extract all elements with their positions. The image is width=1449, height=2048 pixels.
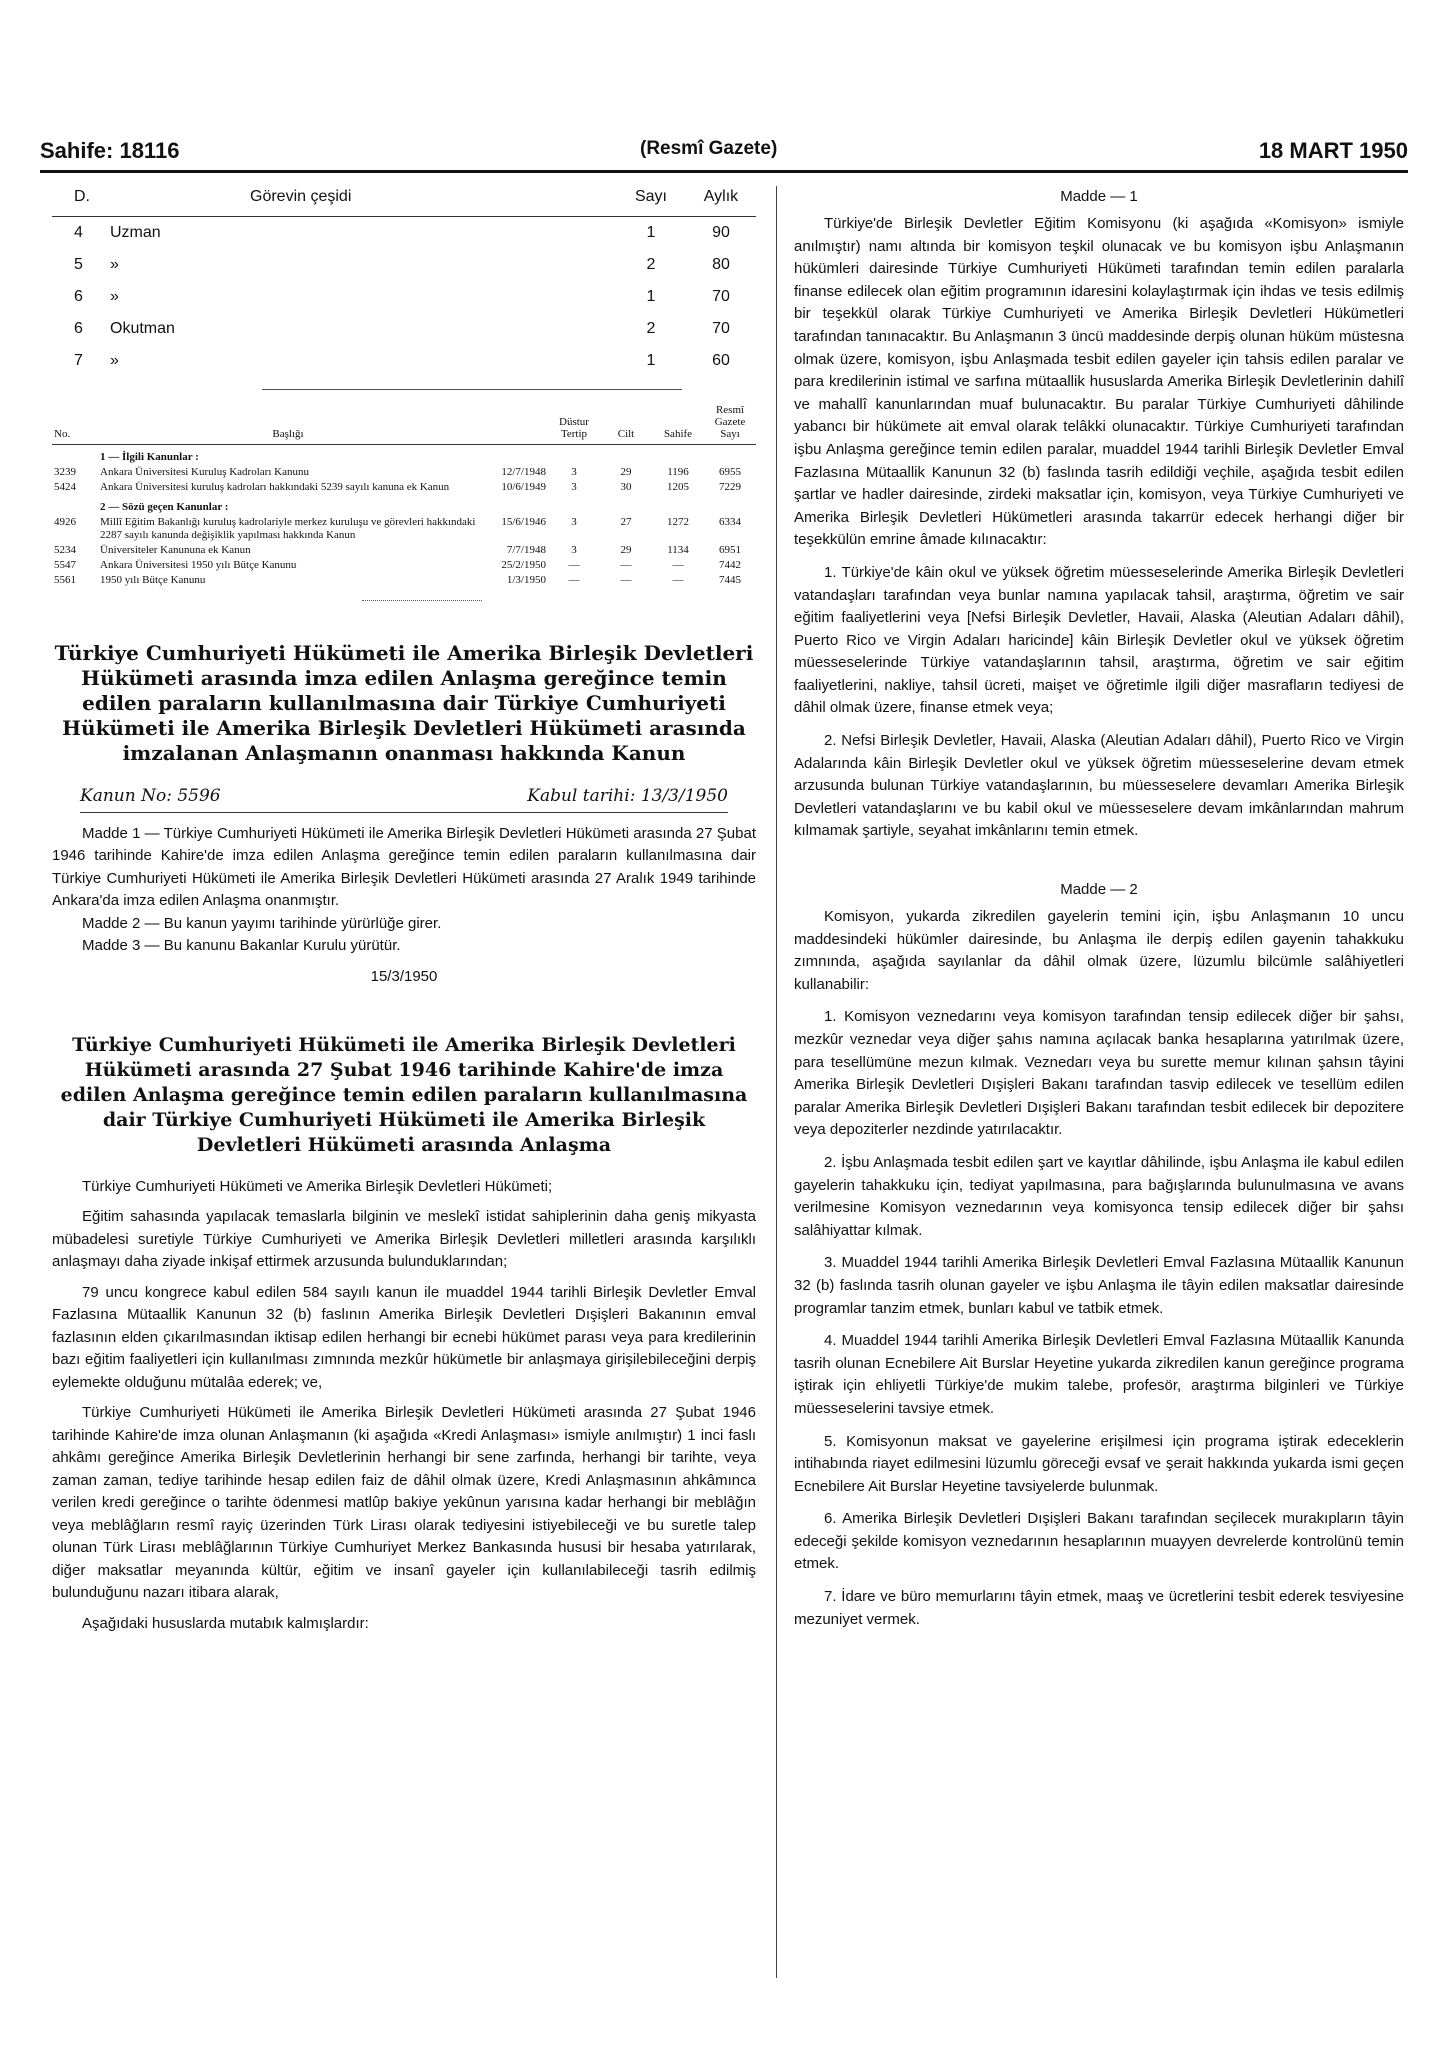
column-divider [776, 186, 777, 1978]
agreement-preamble-3: 79 uncu kongrece kabul edilen 584 sayılı kanun ile muaddel 1944 tarihli Birleşik Devletler Emval Fazlasına Mütaallik Kanunun 32 (b) faslının Amerika Birleşik Devletleri Dışişleri Bakanının emval fazlasının elden çıkarılmasından iktisap edilen herhangi bir ecnebi hükümet parası veya para kredilerinin bazı eğitim faaliyetleri için kullanılması zımnında mezkûr hükümetle bir anlaşmaya girişilebileceğini derpiş eylemekte olduğunu mütalâa ederek; ve, [52, 1283, 756, 1391]
law-cell: 15/6/1946 [501, 515, 546, 528]
article-2-item: 4. Muaddel 1944 tarihli Amerika Birleşik Devletleri Emval Fazlasına Mütaallik Kanunda tasrih olunan Ecnebilere Ait Burslar Heyetine yukarda zikredilen kanun gereğince programa iştirak için ehliyetli Türkiye'de mukim talebe, profesör, araştırma bilginleri ve Türkiye müesseselerini tavsiye etmek. [794, 1332, 1404, 1417]
staff-cell: Uzman [110, 223, 161, 241]
staff-cell: » [110, 287, 119, 305]
law-row [52, 465, 756, 480]
law-cell: 6951 [719, 543, 741, 556]
right-column [794, 178, 1404, 1631]
staff-row [52, 281, 756, 313]
staff-cell: 2 [646, 255, 656, 273]
law-cell: 3 [571, 515, 577, 528]
law-row [52, 558, 756, 573]
article-2-item: 1. Komisyon veznedarını veya komisyon tarafından tensip edilecek diğer bir şahsı, mezkûr veznedar veya diğer şahıs namına açılacak banka hesaplarına yatırılmak üzere, para tesellümüne mezun kılmak. Veznedarı veya bu surette memur kılınan şahsın tâyini Amerika Birleşik Devletleri Dışişleri Bakanı tarafından tasvip edilecek ve tesellüm edilen paralar Amerika Birleşik Devletleri Dışişleri Bakanı tarafından tesbit edilecek bir depozitere veya depoziterler nezdinde yatırılacaktır. [794, 1008, 1404, 1139]
staff-cell: 90 [712, 223, 730, 241]
staff-cell: 1 [646, 223, 656, 241]
law-cell: 10/6/1949 [501, 480, 546, 493]
page-number: Sahife: 18116 [40, 138, 180, 163]
law-number: Kanun No: 5596 [80, 785, 221, 806]
laws-header-cilt: Cilt [600, 402, 652, 445]
laws-header-date [478, 402, 548, 445]
law-cell: 5424 [54, 480, 76, 493]
laws-table [52, 402, 756, 588]
agreement-preamble-1: Türkiye Cumhuriyeti Hükümeti ve Amerika Birleşik Devletleri Hükümeti; [82, 1177, 553, 1195]
article-2-item: 6. Amerika Birleşik Devletleri Dışişleri Bakanı tarafından seçilecek murakıpların tâyin edeceği şekilde komisyon veznedarının hesaplarının muayyen devrelerde kontrolünü temin etmek. [794, 1510, 1404, 1573]
laws-header-sahife: Sahife [652, 402, 704, 445]
law-cell: 7442 [719, 558, 741, 571]
law-row [52, 543, 756, 558]
agreement-preamble-4: Türkiye Cumhuriyeti Hükümeti ile Amerika Birleşik Devletleri Hükümeti arasında 27 Şubat 1946 tarihinde Kahire'de imza olunan Anlaşmanın (ki aşağıda «Kredi Anlaşması» ismiyle anılmıştır) 1 inci faslı ahkâmı gereğince Amerika Birleşik Devletlerinin herhangi bir sene zarfında, herhangi bir tarihte, veya zaman zaman, tediye tarihinde hesap edilen faiz de dâhil olmak üzere, Kredi Anlaşmasının ahkâmınca verilen kredi gereğince o tarihte ödenmesi matlûp bakiye yekûnun yarısına kadar herhangi bir meblâğın veya meblâğların resmî rayiç üzerinden Türk Lirası olarak tediyesini istiyebileceği ve bu suretle talep olunan Türk Lirası meblâğlarının Türkiye Cumhuriyet Merkez Bankasında hususi bir hesaba yatırılarak, diğer maksatlar meyanında kültür, eğitim ve insanî gayeler için kullanılabileceği tasrih edilmiş bulunduğunu nazarı itibara alarak, [52, 1404, 756, 1601]
article-1-item: 2. Nefsi Birleşik Devletler, Havaii, Alaska (Aleutian Adaları dâhil), Puerto Rico ve Virgin Adalarında kâin Birleşik Devletler okul ve yüksek öğretim müesseselerine devam etmek arzusunda bulunan Türkiye vatandaşlarının, bu müesseselere devamları Amerika Birleşik Devletleri vatandaşlarını ve bu kabil okul ve müesseselere devam imkânlarından mahrum kılmamak şartiyle, seyahat imkânlarını temin etmek. [794, 732, 1404, 840]
laws-section-mentioned: 2 — Sözü geçen Kanunlar : [100, 500, 229, 513]
law-cell: 5561 [54, 573, 76, 586]
law-cell: 29 [620, 465, 632, 478]
staff-cell: 2 [646, 319, 656, 337]
law-cell: 7445 [719, 573, 741, 586]
article-2-item: 2. İşbu Anlaşmada tesbit edilen şart ve kayıtlar dâhilinde, işbu Anlaşma ile kabul edilen gayelerin tahakkuku için, tediyat yapılmasına, para bağışlarında bulunulmasına ve avans verilmesine Komisyon veznedarının veya komisyonca tensip edilecek diğer bir şahsı salâhiyattar kılmak. [794, 1153, 1404, 1239]
article-1-item: 1. Türkiye'de kâin okul ve yüksek öğretim müesseselerinde Amerika Birleşik Devletleri vatandaşları tarafından veya bunlar namına yapılacak tahsil, araştırma, öğretim ve sair eğitim faaliyetlerini veya [Nefsi Birleşik Devletler, Havaii, Alaska (Aleutian Adaları dâhil), Puerto Rico ve Virgin Adaları haricinde] kâin Birleşik Devletler okul ve yüksek öğretim müesseselerinde Türkiye vatandaşlarının tahsil, araştırma, öğretim ve sair eğitim faaliyetlerini, nakliye, tahsil ücreti, maişet ve öğretimle ilgili diğer masrafların tediyesi de dâhil olmak üzere, finanse etmek veya; [794, 563, 1404, 717]
staff-table [52, 178, 756, 377]
law-cell: — [568, 573, 580, 586]
law-cell: 1134 [667, 543, 689, 556]
page-header [40, 138, 1408, 172]
staff-row [52, 249, 756, 281]
staff-cell: 1 [646, 287, 656, 305]
law-row [52, 480, 756, 495]
law-cell: 5234 [54, 543, 76, 556]
law1-title: Türkiye Cumhuriyeti Hükümeti ile Amerika Birleşik Devletleri Hükümeti arasında imza edilen Anlaşma gereğince temin edilen paraların kullanılmasına dair Türkiye Cumhuriyeti Hükümeti ile Amerika Birleşik Devletleri Hükümeti arasında imzalanan Anlaşmanın onanması hakkında Kanun [54, 640, 754, 765]
staff-cell: Okutman [110, 319, 175, 337]
staff-cell: 4 [74, 223, 83, 241]
staff-row [52, 345, 756, 377]
law-cell: 3 [571, 543, 577, 556]
law-cell: Ankara Üniversitesi Kuruluş Kadroları Kanunu [100, 465, 309, 478]
article-2-items [794, 1006, 1404, 1631]
staff-row [52, 313, 756, 345]
law-cell: Ankara Üniversitesi 1950 yılı Bütçe Kanunu [100, 558, 297, 571]
law-row [52, 573, 756, 588]
acceptance-date: Kabul tarihi: 13/3/1950 [527, 785, 728, 806]
law-cell: 29 [620, 543, 632, 556]
header-rule [40, 170, 1408, 173]
law2-title: Türkiye Cumhuriyeti Hükümeti ile Amerika Birleşik Devletleri Hükümeti arasında 27 Şubat 1946 tarihinde Kahire'de imza edilen Anlaşma gereğince temin edilen paraların kullanılmasına dair Türkiye Cumhuriyeti Hükümeti ile Amerika Birleşik Devletleri Hükümeti arasında Anlaşma [60, 1033, 748, 1156]
staff-cell: 80 [712, 255, 730, 273]
law-cell: 1196 [667, 465, 689, 478]
law1-date: 15/3/1950 [370, 967, 438, 985]
law1-article-2: Madde 2 — Bu kanun yayımı tarihinde yürürlüğe girer. [82, 914, 442, 932]
law-cell: 3239 [54, 465, 76, 478]
laws-header-gazete: Resmî Gazete Sayı [704, 402, 756, 445]
staff-cell: » [110, 255, 119, 273]
issue-date: 18 MART 1950 [1258, 138, 1408, 163]
staff-row [52, 217, 756, 249]
law-cell: — [568, 558, 580, 571]
staff-header-degree: D. [52, 178, 110, 217]
staff-cell: 5 [74, 255, 83, 273]
publication-name: (Resmî Gazete) [640, 138, 778, 159]
staff-cell: 6 [74, 319, 83, 337]
dotted-separator [362, 600, 482, 601]
laws-header-tertip: Düstur Tertip [548, 402, 600, 445]
law-cell: 3 [571, 480, 577, 493]
law-cell: 25/2/1950 [501, 558, 546, 571]
staff-header-salary: Aylık [686, 178, 756, 217]
law-cell: 3 [571, 465, 577, 478]
law1-meta [80, 786, 728, 813]
table-separator [262, 389, 682, 390]
law-cell: — [620, 558, 632, 571]
staff-cell: » [110, 351, 119, 369]
law-cell: 5547 [54, 558, 76, 571]
law-cell: 7/7/1948 [506, 543, 546, 556]
article-2-intro: Komisyon, yukarda zikredilen gayelerin temini için, işbu Anlaşmanın 10 uncu maddesindeki hükümler dairesinde, bu Anlaşma ile derpiş edilen gayenin tahakkuku zımnında, aşağıda sayılanlar da dâhil olmak üzere, lüzumlu bilcümle salâhiyetleri kullanabilir: [794, 908, 1404, 993]
article-2-item: 7. İdare ve büro memurlarını tâyin etmek, maaş ve ücretlerini tesbit ederek tesviyesine mezuniyet vermek. [794, 1588, 1404, 1628]
staff-cell: 70 [712, 287, 730, 305]
article-1-items [794, 562, 1404, 843]
law-cell: 30 [620, 480, 632, 493]
staff-cell: 7 [74, 351, 83, 369]
law-cell: 1/3/1950 [506, 573, 546, 586]
staff-cell: 6 [74, 287, 83, 305]
staff-cell: 70 [712, 319, 730, 337]
law-cell: 27 [620, 515, 632, 528]
law1-article-3: Madde 3 — Bu kanunu Bakanlar Kurulu yürütür. [82, 937, 401, 954]
staff-cell: 1 [646, 351, 656, 369]
law-cell: 12/7/1948 [501, 465, 546, 478]
laws-header-no: No. [52, 402, 98, 445]
article-1-intro: Türkiye'de Birleşik Devletler Eğitim Komisyonu (ki aşağıda «Komisyon» ismiyle anılmıştır) namı altında bir komisyon teşkil olunacak ve bu komisyon işbu Anlaşmanın hükümleri dairesinde Türkiye Cumhuriyeti Hükümeti tarafından temin edilen paralarla finanse edilecek olan eğitim programının idaresini kolaylaştırmak için ihdas ve tesis edilmiş bir teşekkül olarak Türkiye Cumhuriyeti ve Amerika Birleşik Devletleri Hükümetleri tarafından tanınacaktır. Bu Anlaşmanın 3 üncü maddesinde derpiş olunan hüküm müstesna olmak üzere, komisyon, işbu Anlaşmada tesbit edilen gayeler için tahsis edilen paralar ve para kredilerinin istimal ve sarfına mütaallik hususlarda Amerika Birleşik Devletlerinin dahilî ve mahallî kanunlarından muaf bulunacaktır. Bu paralar Türkiye Cumhuriyeti dâhilinde yabancı bir hükümete ait emval olarak telâkki olunacaktır. Türkiye Cumhuriyeti tarafından işbu Anlaşma gereğince temin edilen paralar, muaddel 1944 tarihli Birleşik Devletler Emval Fazlasına Mütaallik Kanunun 32 (b) faslında tasrih edildiği veçhile, aşağıda tesbit edilen şartlar ve hadler dairesinde, zirdeki maksatlar için, komisyon, veya Türkiye Cumhuriyeti ve Amerika Birleşik Devletleri Hükümetleri arasında takarrür edecek herhangi diğer bir teşekkülün emrine âmade kılınacaktır: [794, 215, 1404, 549]
article-2-heading: Madde — 2 [1060, 881, 1138, 899]
law1-article-1: Madde 1 — Türkiye Cumhuriyeti Hükümeti ile Amerika Birleşik Devletleri Hükümeti arasında 27 Şubat 1946 tarihinde Kahire'de imza edilen Anlaşma gereğince temin edilen paraların kullanılmasına dair Türkiye Cumhuriyeti Hükümeti ile Amerika Birleşik Devletleri Hükümeti arasında 27 Aralık 1949 tarihinde Ankara'da imza edilen Anlaşma onanmıştır. [52, 824, 756, 909]
article-2-item: 3. Muaddel 1944 tarihli Amerika Birleşik Devletleri Emval Fazlasına Mütaallik Kanunun 32 (b) faslında tasrih olunan gayeler ve işbu Anlaşma ile tâyin edilen maksatlar dairesinde programlar tanzim etmek, bunları kabul ve tatbik etmek. [794, 1254, 1404, 1317]
agreement-preamble-5: Aşağıdaki hususlarda mutabık kalmışlardır: [82, 1614, 369, 1632]
law-cell: 6334 [719, 515, 741, 528]
law-cell: 6955 [719, 465, 741, 478]
law-cell: Ankara Üniversitesi kuruluş kadroları hakkındaki 5239 sayılı kanuna ek Kanun [100, 480, 450, 493]
article-1-heading: Madde — 1 [1060, 188, 1138, 205]
law-cell: 7229 [719, 480, 741, 493]
law-cell: 4926 [54, 515, 76, 528]
laws-header-title: Başlığı [98, 402, 478, 445]
agreement-preamble-2: Eğitim sahasında yapılacak temaslarla bilginin ve meslekî istidat sahiplerinin daha geniş mikyasta mübadelesi suretiyle Türkiye Cumhuriyeti ve Amerika Birleşik Devletleri milletleri arasında karşılıklı anlaşmayı daha ziyade inkişaf ettirmek arzusunda bulunduklarından; [52, 1208, 756, 1270]
left-column [52, 178, 756, 1635]
law-cell: Üniversiteler Kanununa ek Kanun [100, 543, 251, 556]
law-cell: — [672, 558, 684, 571]
staff-header-type: Görevin çeşidi [110, 178, 616, 217]
law-cell: — [672, 573, 684, 586]
staff-cell: 60 [712, 351, 730, 369]
law-cell: 1272 [667, 515, 689, 528]
article-2-item: 5. Komisyonun maksat ve gayelerine erişilmesi için programa iştirak edeceklerin intihabında riayet edilmesini lüzumlu göreceği evsaf ve şerait hakkında yukarda ismi geçen Ecnebilere Ait Burslar Heyetine tavsiyelerde bulunmak. [794, 1432, 1404, 1495]
law-cell: 1205 [667, 480, 689, 493]
law-cell: — [620, 573, 632, 586]
law-cell: 1950 yılı Bütçe Kanunu [100, 573, 206, 586]
law-row [52, 515, 756, 543]
laws-section-related: 1 — İlgili Kanunlar : [100, 450, 199, 463]
staff-header-count: Sayı [616, 178, 686, 217]
law-cell: Millî Eğitim Bakanlığı kuruluş kadrolariyle merkez kuruluşu ve görevleri hakkındaki 2287 sayılı kanunda değişiklik yapılması hakkında Kanun [100, 515, 476, 541]
